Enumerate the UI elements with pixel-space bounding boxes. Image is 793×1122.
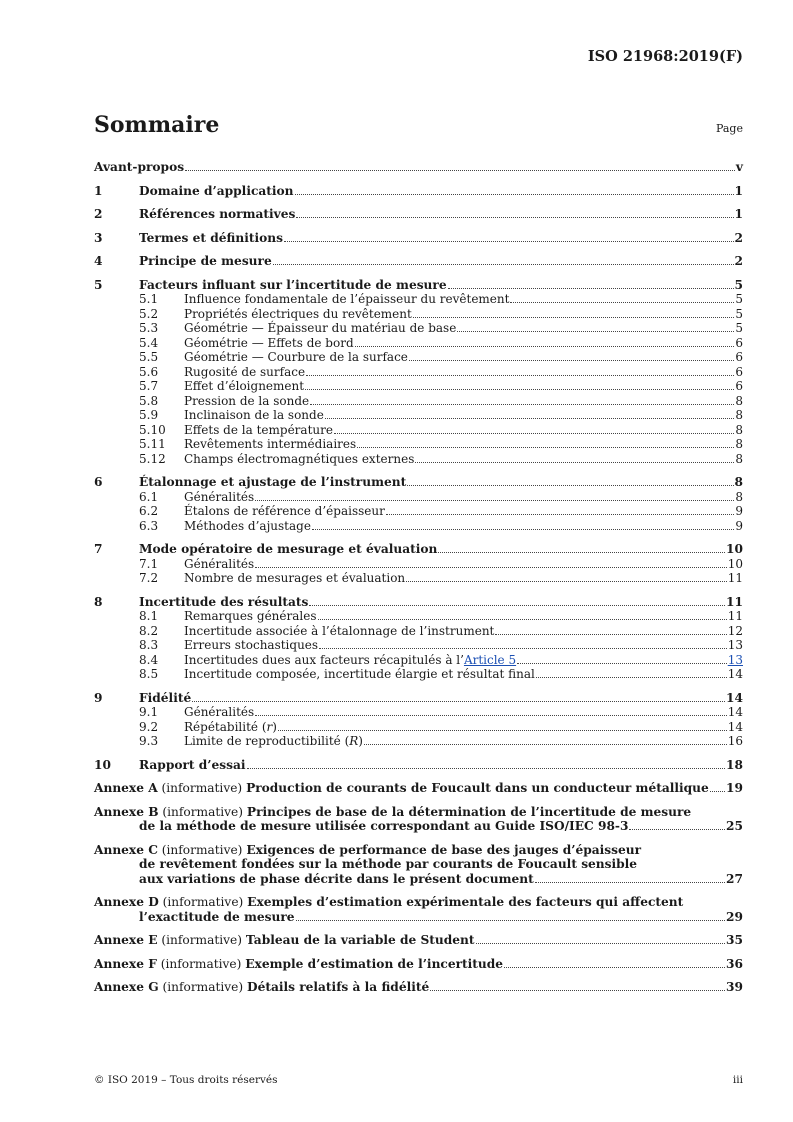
subsection-list-9	[94, 705, 743, 749]
subsection-number: 7.2	[139, 571, 159, 585]
toc-subentry[interactable]	[94, 292, 743, 307]
section-number: 3	[94, 230, 103, 245]
toc-entry-page: 10	[726, 542, 743, 556]
subsection-number: 9.1	[139, 705, 159, 719]
toc-entry-page: 39	[726, 980, 743, 994]
dot-leader	[296, 920, 725, 921]
annex-title: Production de courants de Foucault dans un conducteur métallique	[246, 781, 709, 795]
toc-subentry[interactable]	[94, 705, 743, 720]
toc-entry-label: Géométrie — Effets de bord	[184, 335, 354, 350]
toc-entry-page: 9	[735, 504, 743, 518]
toc-entry-page: 29	[726, 909, 743, 924]
dot-leader	[629, 829, 725, 830]
document-id: ISO 21968:2019(F)	[587, 48, 743, 65]
dot-leader	[476, 943, 725, 944]
annex-title: Exemple d’estimation de l’incertitude	[245, 956, 504, 971]
toc-subentry[interactable]	[94, 379, 743, 394]
toc-entry-label: Incertitude composée, incertitude élargie et résultat final	[184, 667, 535, 681]
toc-entry-page: 6	[735, 364, 743, 379]
subsection-number: 9.2	[139, 719, 159, 734]
toc-entry-label: Influence fondamentale de l’épaisseur du revêtement	[184, 292, 510, 306]
article-5-link[interactable]: Article 5	[463, 652, 517, 667]
toc-entry-page: 14	[727, 705, 743, 719]
subsection-number: 5.6	[139, 364, 159, 379]
toc-entry-label: Remarques générales	[184, 609, 317, 623]
subsection-number: 6.3	[139, 518, 159, 533]
toc-entry-label: Généralités	[184, 705, 255, 719]
dot-leader	[310, 404, 734, 405]
annex-type: (informative)	[157, 933, 246, 947]
toc-subentry[interactable]	[94, 365, 743, 380]
toc-subentry[interactable]	[94, 350, 743, 365]
toc-entry-page: 10	[727, 556, 743, 571]
toc-entry-page: 2	[734, 254, 743, 268]
subsection-list-7	[94, 557, 743, 586]
dot-leader	[305, 389, 734, 390]
dot-leader	[306, 375, 734, 376]
toc-entry-section-8[interactable]	[94, 595, 743, 610]
section-number: 8	[94, 594, 103, 609]
toc-entry-annex-g[interactable]	[94, 980, 743, 995]
annex-type: (informative)	[158, 980, 248, 994]
dot-leader	[386, 514, 735, 515]
section-number: 6	[94, 475, 103, 489]
toc-entry-annex-f[interactable]	[94, 957, 743, 972]
toc-entry-page: 8	[735, 489, 743, 504]
toc-entry-page: 1	[734, 207, 743, 221]
toc-entry-page: 13	[727, 638, 743, 652]
dot-leader	[415, 462, 734, 463]
dot-leader	[318, 619, 727, 620]
page-number: iii	[732, 1074, 743, 1086]
dot-leader	[448, 288, 734, 289]
section-number: 4	[94, 254, 103, 268]
toc-entry-label: Géométrie — Courbure de la surface	[184, 350, 408, 364]
subsection-number: 9.3	[139, 734, 159, 748]
dot-leader	[255, 500, 734, 501]
subsection-number: 5.2	[139, 306, 159, 321]
toc-entry-annex-c[interactable]	[94, 843, 743, 887]
subsection-number: 6.1	[139, 489, 159, 504]
toc-entry-page: 8	[734, 475, 743, 489]
dot-leader	[295, 194, 734, 195]
dot-leader	[406, 581, 727, 582]
toc-subentry[interactable]	[94, 408, 743, 423]
dot-leader	[409, 360, 734, 361]
dot-leader	[364, 744, 727, 745]
subsection-number: 6.2	[139, 504, 159, 518]
subsection-number: 5.5	[139, 350, 159, 364]
toc-subentry[interactable]	[94, 437, 743, 452]
page-column-label: Page	[715, 122, 743, 135]
toc-entry-page-link[interactable]: 13	[727, 652, 743, 667]
toc-entry-page: 8	[735, 422, 743, 437]
toc-entry-page: 36	[726, 956, 743, 971]
toc-entry-label: Champs électromagnétiques externes	[184, 451, 415, 466]
toc-entry-page: 5	[735, 306, 743, 321]
dot-leader	[312, 529, 734, 530]
toc-entry-section-5[interactable]	[94, 278, 743, 293]
dot-leader	[247, 768, 725, 769]
subsection-number: 8.1	[139, 609, 159, 623]
dot-leader	[185, 170, 735, 171]
toc-entry-label: Propriétés électriques du revêtement	[184, 306, 412, 321]
subsection-number: 5.12	[139, 451, 166, 466]
table-of-contents	[94, 160, 743, 995]
toc-entry-page: 8	[735, 408, 743, 422]
subsection-list-8	[94, 609, 743, 682]
section-number: 7	[94, 542, 103, 556]
annex-title-cont: de la méthode de mesure utilisée correspondant au Guide ISO/IEC 98-3	[139, 819, 629, 833]
toc-entry-label: Principe de mesure	[139, 254, 272, 268]
dot-leader	[255, 567, 727, 568]
annex-type: (informative)	[158, 804, 247, 819]
dot-leader	[278, 730, 727, 731]
subsection-number: 8.2	[139, 623, 159, 638]
toc-entry-label: Avant-propos	[94, 160, 185, 174]
subsection-list-5	[94, 292, 743, 466]
subsection-number: 5.4	[139, 335, 159, 350]
toc-entry-page: 9	[735, 518, 743, 533]
subsection-number: 8.4	[139, 652, 159, 667]
annex-type: (informative)	[157, 781, 247, 795]
toc-entry-section-6[interactable]	[94, 475, 743, 490]
section-number: 2	[94, 207, 103, 221]
toc-entry-label: Références normatives	[139, 207, 296, 221]
toc-entry-annex-d[interactable]	[94, 895, 743, 924]
toc-entry-label: Rapport d’essai	[139, 757, 246, 772]
toc-entry-page: 25	[726, 819, 743, 833]
toc-entry-page: 2	[734, 230, 743, 245]
toc-entry-page: 6	[735, 335, 743, 350]
toc-entry-page: 8	[735, 393, 743, 408]
toc-entry-label: Erreurs stochastiques	[184, 638, 319, 652]
dot-leader	[495, 634, 726, 635]
dot-leader	[325, 418, 735, 419]
dot-leader	[504, 967, 725, 968]
toc-subentry[interactable]	[94, 452, 743, 467]
toc-subentry[interactable]	[94, 720, 743, 735]
toc-entry-label: Étalons de référence d’épaisseur	[184, 504, 385, 518]
toc-subentry[interactable]	[94, 423, 743, 438]
toc-entry-label: Termes et définitions	[139, 230, 283, 245]
annex-title-cont: de revêtement fondées sur la méthode par courants de Foucault sensible	[139, 857, 638, 871]
dot-leader	[192, 701, 725, 702]
section-number: 10	[94, 757, 111, 772]
toc-entry-page: 14	[727, 719, 743, 734]
section-number: 1	[94, 183, 103, 198]
subsection-number: 5.7	[139, 379, 159, 393]
section-number: 9	[94, 690, 103, 705]
toc-entry-page: 6	[735, 350, 743, 364]
annex-label: Annexe C	[94, 842, 158, 857]
toc-entry-label: Limite de reproductibilité (R)	[184, 734, 363, 748]
toc-subentry[interactable]	[94, 571, 743, 586]
toc-entry-page: 11	[726, 594, 743, 609]
subsection-number: 5.3	[139, 321, 159, 335]
dot-leader	[355, 346, 735, 347]
toc-subentry[interactable]	[94, 321, 743, 336]
variable-r: r	[266, 719, 273, 734]
section-number: 5	[94, 277, 103, 292]
toc-entry-label: Domaine d’application	[139, 183, 294, 198]
annex-title: Tableau de la variable de Student	[245, 933, 475, 947]
toc-entry-page: 5	[734, 277, 743, 292]
toc-entry-label: Nombre de mesurages et évaluation	[184, 571, 406, 585]
subsection-number: 5.8	[139, 393, 159, 408]
toc-entry-label: Répétabilité (r)	[184, 719, 277, 734]
dot-leader	[319, 648, 727, 649]
toc-entry-label: Revêtements intermédiaires	[184, 437, 357, 451]
dot-leader	[357, 447, 734, 448]
copyright-notice: © ISO 2019 – Tous droits réservés	[94, 1074, 278, 1086]
annex-type: (informative)	[156, 956, 246, 971]
dot-leader	[457, 331, 734, 332]
toc-entry-page: 8	[735, 437, 743, 451]
toc-entry-label: Facteurs influant sur l’incertitude de mesure	[139, 277, 447, 292]
dot-leader	[438, 552, 725, 553]
toc-entry-label: Inclinaison de la sonde	[184, 408, 324, 422]
toc-entry-annex-e[interactable]	[94, 933, 743, 948]
toc-subentry[interactable]	[94, 394, 743, 409]
toc-entry-section-7[interactable]	[94, 542, 743, 557]
dot-leader	[536, 677, 727, 678]
subsection-number: 5.9	[139, 408, 159, 422]
dot-leader	[407, 485, 733, 486]
dot-leader	[255, 715, 727, 716]
toc-subentry[interactable]	[94, 653, 743, 668]
dot-leader	[710, 791, 725, 792]
subsection-number: 5.1	[139, 292, 159, 306]
toc-entry-foreword[interactable]	[94, 160, 743, 175]
dot-leader	[334, 433, 734, 434]
toc-subentry[interactable]	[94, 667, 743, 682]
toc-entry-annex-a[interactable]	[94, 781, 743, 796]
variable-R: R	[349, 734, 359, 748]
annex-title: Exemples d’estimation expérimentale des facteurs qui affectent	[247, 895, 684, 909]
dot-leader	[413, 317, 735, 318]
toc-entry-page: 18	[726, 757, 743, 772]
toc-subentry[interactable]	[94, 504, 743, 519]
toc-subentry[interactable]	[94, 557, 743, 572]
page-footer	[94, 1074, 743, 1086]
toc-subentry[interactable]	[94, 307, 743, 322]
toc-entry-section-10[interactable]	[94, 758, 743, 773]
annex-title-cont: l’exactitude de mesure	[139, 909, 295, 924]
dot-leader	[309, 605, 725, 606]
toc-entry-page: 1	[734, 183, 743, 198]
toc-entry-label: Rugosité de surface	[184, 364, 306, 379]
toc-subentry[interactable]	[94, 638, 743, 653]
subsection-number: 7.1	[139, 556, 159, 571]
toc-entry-page: 5	[735, 292, 743, 306]
annex-type: (informative)	[157, 842, 247, 857]
annex-type: (informative)	[158, 895, 248, 909]
annex-label: Annexe D	[94, 895, 159, 909]
title-row	[94, 112, 743, 138]
toc-entry-page: 5	[735, 321, 743, 335]
toc-entry-page: 35	[726, 933, 743, 947]
dot-leader	[284, 241, 734, 242]
subsection-number: 5.11	[139, 437, 166, 451]
toc-entry-label: Mode opératoire de mesurage et évaluation	[139, 542, 438, 556]
annex-label: Annexe G	[94, 980, 159, 994]
subsection-number: 8.3	[139, 638, 159, 652]
toc-subentry[interactable]	[94, 624, 743, 639]
toc-subentry[interactable]	[94, 609, 743, 624]
toc-entry-page: 8	[735, 451, 743, 466]
toc-entry-label: Effets de la température	[184, 422, 333, 437]
toc-entry-page: 6	[735, 379, 743, 393]
toc-entry-section-9[interactable]	[94, 691, 743, 706]
annex-label: Annexe E	[94, 933, 158, 947]
dot-leader	[517, 663, 727, 664]
dot-leader	[273, 264, 734, 265]
toc-entry-label: Géométrie — Épaisseur du matériau de base	[184, 321, 457, 335]
toc-entry-page: 12	[727, 623, 743, 638]
annex-title-cont: aux variations de phase décrite dans le présent document	[139, 871, 534, 886]
toc-entry-label: Fidélité	[139, 690, 192, 705]
annex-label: Annexe A	[94, 781, 158, 795]
toc-entry-label: Incertitude des résultats	[139, 594, 309, 609]
annex-title: Principes de base de la détermination de l’incertitude de mesure	[246, 804, 692, 819]
toc-entry-label: Généralités	[184, 556, 255, 571]
toc-entry-page: 11	[727, 571, 743, 585]
subsection-number: 8.5	[139, 667, 159, 681]
toc-entry-label: Généralités	[184, 489, 255, 504]
subsection-list-6	[94, 490, 743, 534]
toc-entry-section-4[interactable]	[94, 254, 743, 269]
toc-entry-label: Méthodes d’ajustage	[184, 518, 311, 533]
dot-leader	[430, 990, 725, 991]
toc-entry-section-1[interactable]	[94, 184, 743, 199]
dot-leader	[535, 882, 725, 883]
annex-title: Exigences de performance de base des jauges d’épaisseur	[246, 842, 642, 857]
annex-title: Détails relatifs à la fidélité	[247, 980, 430, 994]
dot-leader	[296, 217, 733, 218]
toc-entry-page: 14	[726, 690, 743, 705]
toc-entry-label: Étalonnage et ajustage de l’instrument	[139, 475, 407, 489]
toc-subentry[interactable]	[94, 490, 743, 505]
toc-entry-label: Incertitude associée à l’étalonnage de l’instrument	[184, 623, 495, 638]
toc-entry-page: 11	[727, 609, 743, 623]
toc-subentry[interactable]	[94, 734, 743, 749]
toc-entry-label: Incertitudes dues aux facteurs récapitulés à l’Article 5	[184, 652, 517, 667]
toc-entry-page: 14	[727, 667, 743, 681]
toc-entry-label: Effet d’éloignement	[184, 379, 305, 393]
annex-label: Annexe B	[94, 804, 159, 819]
page-title: Sommaire	[94, 112, 220, 138]
toc-entry-page: v	[735, 160, 743, 174]
subsection-number: 5.10	[139, 422, 166, 437]
toc-entry-page: 19	[726, 781, 743, 795]
dot-leader	[510, 302, 734, 303]
toc-entry-page: 27	[726, 871, 743, 886]
toc-subentry[interactable]	[94, 519, 743, 534]
annex-label: Annexe F	[94, 956, 157, 971]
toc-subentry[interactable]	[94, 336, 743, 351]
toc-entry-label: Pression de la sonde	[184, 393, 310, 408]
toc-entry-annex-b[interactable]	[94, 805, 743, 834]
toc-entry-page: 16	[727, 734, 743, 748]
toc-entry-section-2[interactable]	[94, 207, 743, 222]
toc-entry-section-3[interactable]	[94, 231, 743, 246]
